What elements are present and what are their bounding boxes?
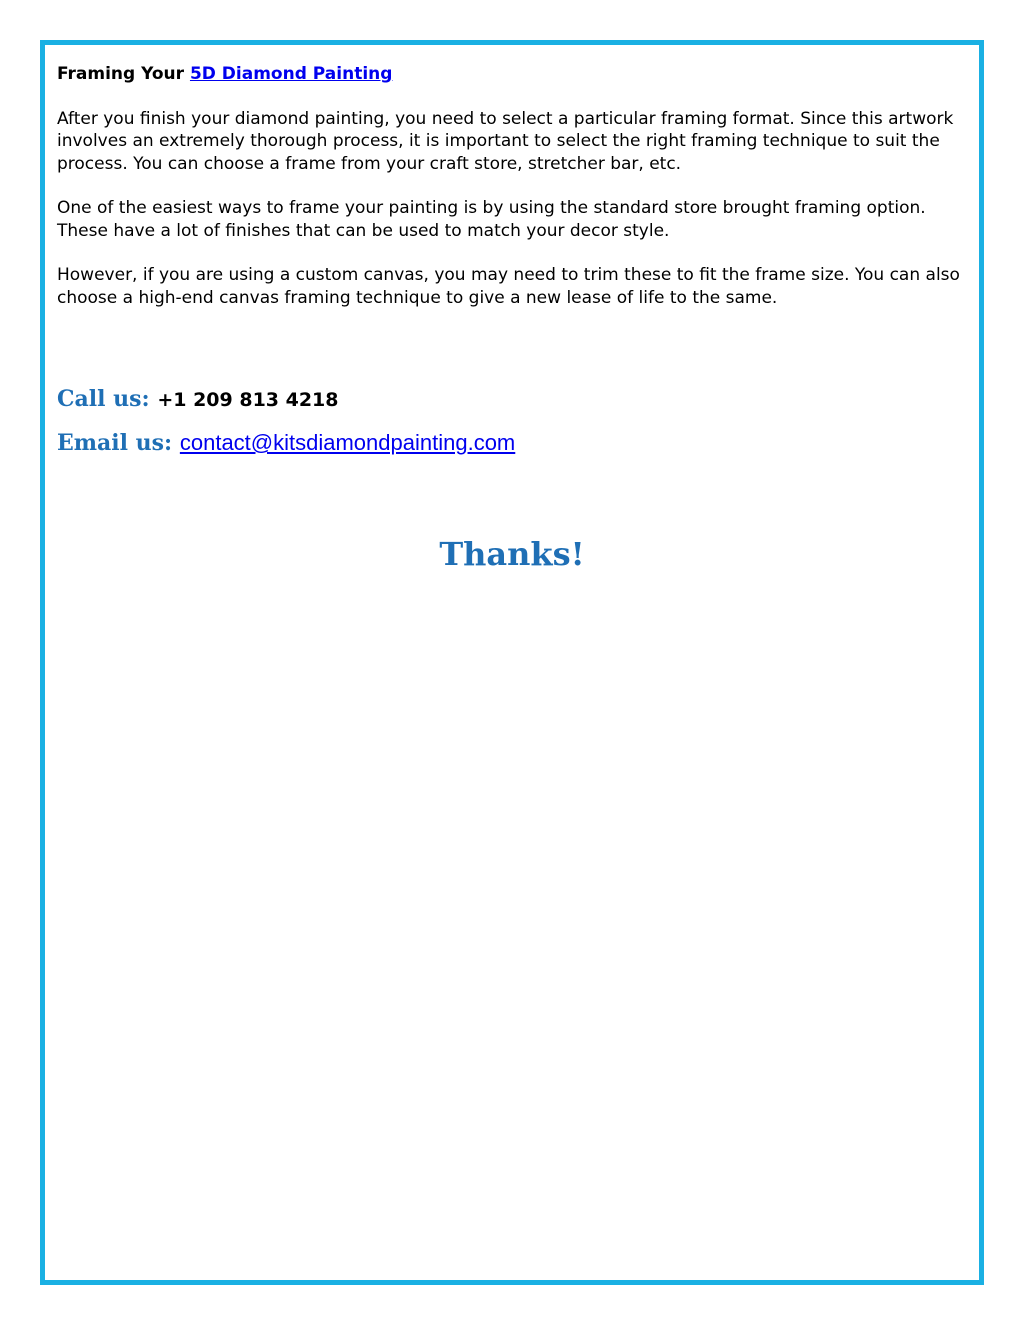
heading-prefix: Framing Your (57, 64, 185, 84)
email-us-label: Email us: (57, 430, 173, 456)
diamond-painting-link[interactable]: 5D Diamond Painting (189, 64, 393, 84)
paragraph-3: However, if you are using a custom canvas, you may need to trim these to fit the frame size. You can also choose a high-end canvas framing technique to give a new lease of life to the same. (57, 265, 960, 308)
article-heading (57, 63, 971, 86)
phone-number: +1 209 813 4218 (157, 389, 339, 411)
call-us-row (57, 386, 339, 412)
email-us-row (57, 430, 515, 456)
email-link[interactable]: contact@kitsdiamondpainting.com (179, 430, 516, 455)
call-us-label: Call us: (57, 386, 150, 412)
paragraph-1: After you finish your diamond painting, you need to select a particular framing format. Since this artwork involves an extremely thorough process, it is important to select the right framing technique to suit the process. You can choose a frame from your craft store, stretcher bar, etc. (57, 108, 954, 174)
page-frame (40, 40, 984, 1285)
paragraph-2: One of the easiest ways to frame your painting is by using the standard store brought framing option. These have a lot of finishes that can be used to match your decor style. (57, 198, 926, 241)
article-body (57, 63, 971, 331)
thanks-text: Thanks! (439, 535, 585, 573)
